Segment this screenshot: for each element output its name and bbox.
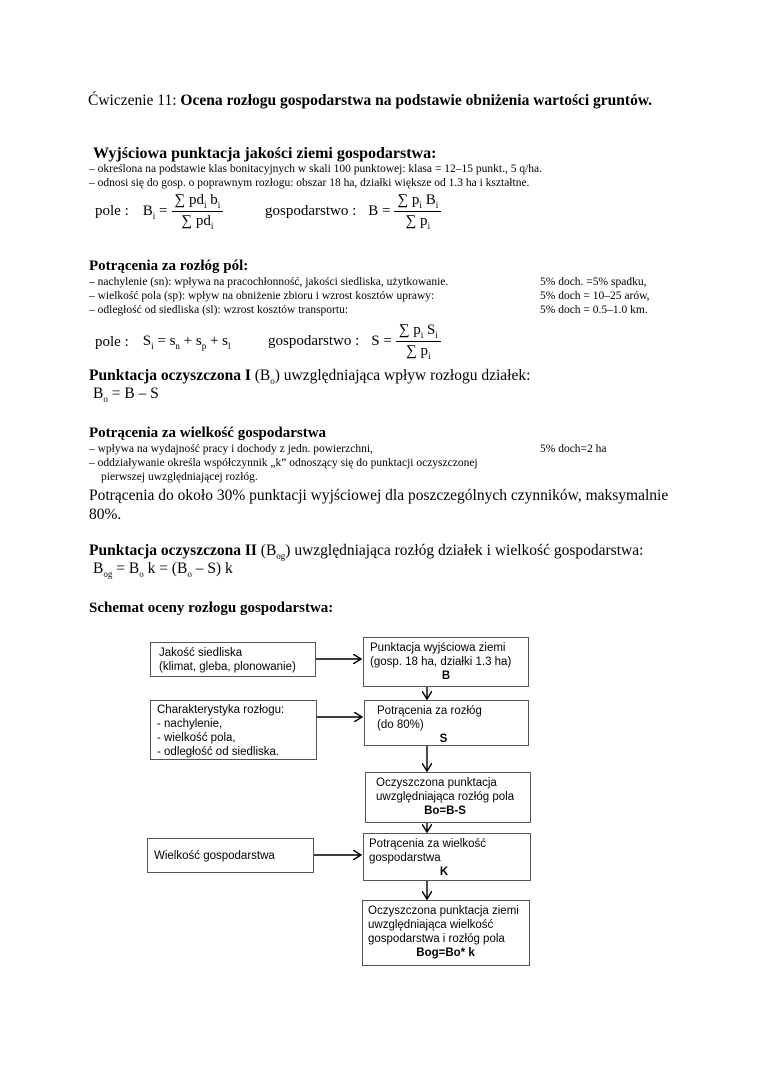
formula-label: gospodarstwo : bbox=[265, 203, 357, 219]
deduction-row-note: 5% doch. =5% spadku, bbox=[540, 276, 647, 288]
box-layout-deduction: Potrącenia za rozłóg (do 80%) S bbox=[364, 700, 529, 746]
section4-line1-note: 5% doch=2 ha bbox=[540, 443, 607, 455]
formula-label: pole : bbox=[95, 333, 129, 350]
section4-line1: – wpływa na wydajność pracy i dochody z jedn. powierzchni, bbox=[89, 443, 373, 455]
box-layout-traits: Charakterystyka rozłogu: - nachylenie, - wielkość pola, - odległość od siedliska. bbox=[150, 700, 317, 760]
title-bold: Ocena rozłogu gospodarstwa na podstawie obniżenia wartości gruntów. bbox=[180, 92, 653, 109]
deduction-row-note: 5% doch = 0.5–1.0 km. bbox=[540, 304, 648, 316]
formula-lhs: S = bbox=[371, 333, 392, 349]
section4-para-line1: Potrącenia do około 30% punktacji wyjściowej dla poszczególnych czynników, maksymalnie bbox=[89, 487, 669, 504]
section4-line2: – oddziaływanie określa współczynnik „k” odnoszący się do punktacji oczyszczonej bbox=[89, 457, 478, 469]
box-site-quality: Jakość siedliska (klimat, gleba, plonowanie) bbox=[150, 642, 316, 677]
formula-label: gospodarstwo : bbox=[268, 333, 360, 349]
section1-line2: – odnosi się do gosp. o poprawnym rozłogu: obszar 18 ha, działki większe od 1.3 ha i kształtne. bbox=[89, 177, 530, 189]
box-cleaned-score: Oczyszczona punktacja uwzględniająca rozłóg pola Bo=B-S bbox=[365, 772, 531, 823]
section2-heading: Potrącenia za rozłóg pól: bbox=[89, 258, 249, 274]
formula-lhs: B = bbox=[368, 203, 391, 219]
deduction-row-note: 5% doch = 10–25 arów, bbox=[540, 290, 650, 302]
section1-heading: Wyjściowa punktacja jakości ziemi gospodarstwa: bbox=[93, 145, 437, 162]
fraction: $\frac{\sum p_i B_i}{\sum p_i}$ bbox=[394, 192, 441, 231]
section1-line1: – określona na podstawie klas bonitacyjnych w skali 100 punktowej: klasa = 12–15 punkt., 5 q/ha. bbox=[89, 163, 542, 175]
box-farm-size: Wielkość gospodarstwa bbox=[147, 838, 314, 873]
section5-heading: Punktacja oczyszczona II $(B_{og})$ uwzględniająca rozłóg działek i wielkość gospodarstwa: bbox=[89, 542, 644, 562]
schema-heading: Schemat oceny rozłogu gospodarstwa: bbox=[89, 600, 334, 616]
formula-label: pole : bbox=[95, 203, 129, 219]
deduction-row-text: – nachylenie (sn): wpływa na pracochłonność, jakości siedliska, użytkowanie. bbox=[89, 276, 449, 288]
deduction-row-text: – wielkość pola (sp): wpływ na obniżenie zbioru i wzrost kosztów uprawy: bbox=[89, 290, 435, 302]
formula-cleaned-1: $B_o = B - S$ bbox=[93, 385, 159, 405]
section4-line3: pierwszej uwzględniającej rozłóg. bbox=[101, 471, 258, 483]
box-final-score: Oczyszczona punktacja ziemi uwzględniająca wielkość gospodarstwa i rozłóg pola Bog=Bo* k bbox=[362, 900, 530, 966]
title-prefix: Ćwiczenie 11: bbox=[88, 92, 181, 109]
fraction: $\frac{\sum pd_i b_i}{\sum pd_i}$ bbox=[172, 192, 224, 231]
section4-heading: Potrącenia za wielkość gospodarstwa bbox=[89, 425, 327, 441]
deduction-row-text: – odległość od siedliska (sl): wzrost kosztów transportu: bbox=[89, 304, 349, 316]
formula-lhs: $B_i$ = bbox=[142, 202, 168, 221]
formula-expr: $S_i = s_n + s_p + s_l$ bbox=[142, 333, 231, 351]
box-size-deduction: Potrącenia za wielkość gospodarstwa K bbox=[363, 833, 531, 881]
section4-para-line2: 80%. bbox=[89, 506, 122, 523]
fraction: $\frac{\sum p_i S_i}{\sum p_i}$ bbox=[396, 322, 441, 361]
formula-cleaned-2: $B_{og} = B_o$ $k = (B_o - S)$ k bbox=[93, 560, 233, 580]
box-base-score: Punktacja wyjściowa ziemi (gosp. 18 ha, działki 1.3 ha) B bbox=[363, 637, 529, 687]
section3-heading: Punktacja oczyszczona I $(B_o)$ uwzględniająca wpływ rozłogu działek: bbox=[89, 367, 531, 387]
